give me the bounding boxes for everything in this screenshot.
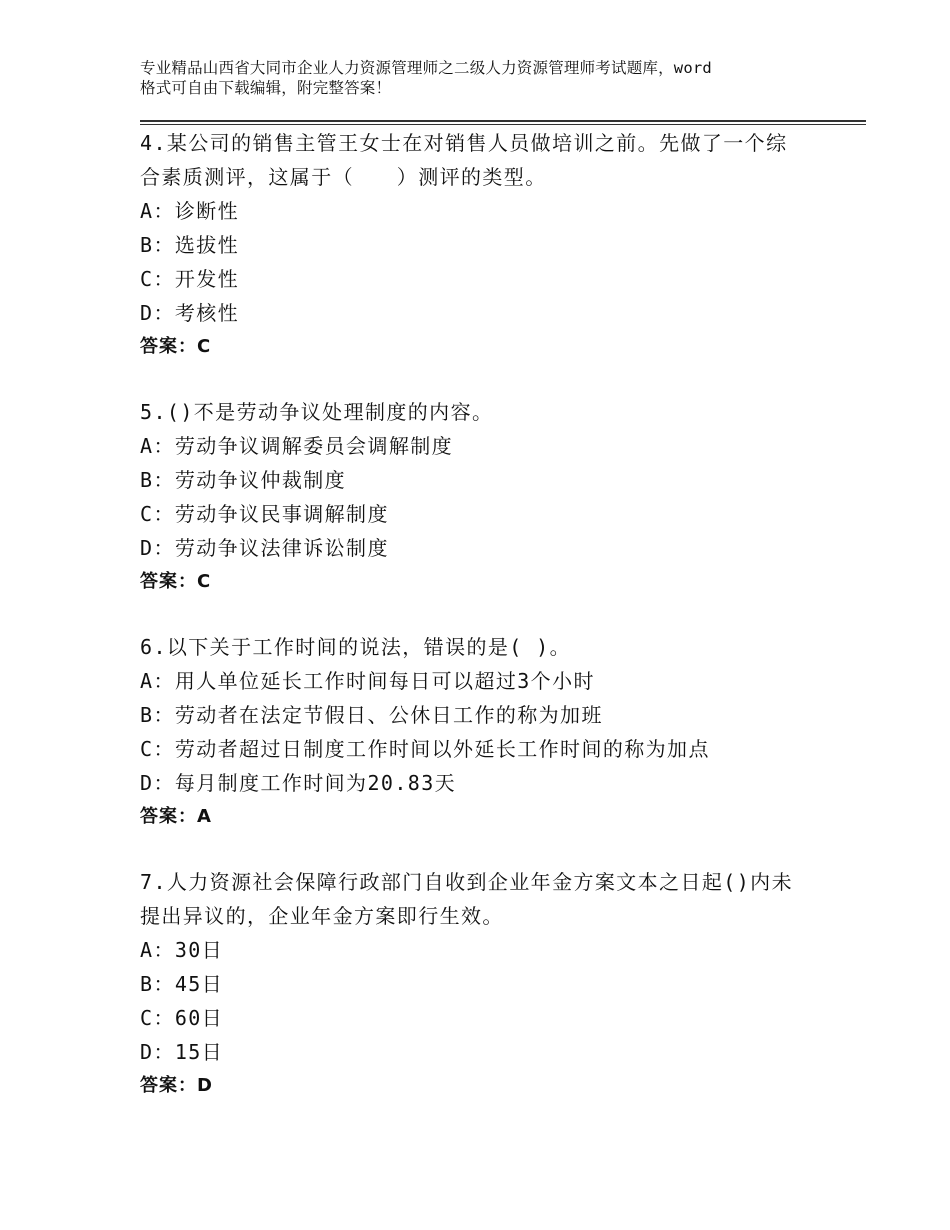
question-stem-line: 5.()不是劳动争议处理制度的内容。 [140, 400, 494, 424]
option-d: D：考核性 [140, 301, 240, 325]
question-stem-line: 7.人力资源社会保障行政部门自收到企业年金方案文本之日起()内未 [140, 870, 793, 894]
header-line-1: 专业精品山西省大同市企业人力资源管理师之二级人力资源管理师考试题库，word [140, 59, 712, 77]
question-stem-line: 6.以下关于工作时间的说法，错误的是( )。 [140, 635, 572, 659]
question-6 [140, 630, 866, 834]
question-stem-line: 合素质测评，这属于（ ）测评的类型。 [140, 165, 547, 189]
answer-line: 答案：A [140, 806, 212, 827]
option-a: A：30日 [140, 938, 224, 962]
option-c: C：60日 [140, 1006, 224, 1030]
option-b: B：劳动争议仲裁制度 [140, 468, 347, 492]
answer-line: 答案：D [140, 1075, 213, 1096]
header-divider [140, 120, 866, 122]
option-b: B：劳动者在法定节假日、公休日工作的称为加班 [140, 703, 603, 727]
option-a: A：劳动争议调解委员会调解制度 [140, 434, 454, 458]
option-d: D：每月制度工作时间为20.83天 [140, 771, 457, 795]
option-a: A：用人单位延长工作时间每日可以超过3个小时 [140, 669, 595, 693]
option-b: B：选拔性 [140, 233, 240, 257]
question-4 [140, 126, 866, 364]
option-c: C：开发性 [140, 267, 240, 291]
option-b: B：45日 [140, 972, 224, 996]
answer-line: 答案：C [140, 571, 212, 592]
answer-line: 答案：C [140, 336, 212, 357]
option-c: C：劳动者超过日制度工作时间以外延长工作时间的称为加点 [140, 737, 710, 761]
question-stem-line: 4.某公司的销售主管王女士在对销售人员做培训之前。先做了一个综 [140, 131, 788, 155]
question-7 [140, 865, 866, 1103]
question-list [140, 126, 866, 1134]
header-divider-thin [140, 124, 866, 125]
option-d: D：15日 [140, 1040, 224, 1064]
question-5 [140, 395, 866, 599]
option-a: A：诊断性 [140, 199, 240, 223]
option-d: D：劳动争议法律诉讼制度 [140, 536, 389, 560]
header-line-2: 格式可自由下载编辑，附完整答案！ [140, 79, 392, 97]
question-stem-line: 提出异议的，企业年金方案即行生效。 [140, 904, 504, 928]
option-c: C：劳动争议民事调解制度 [140, 502, 389, 526]
document-header [140, 58, 840, 98]
